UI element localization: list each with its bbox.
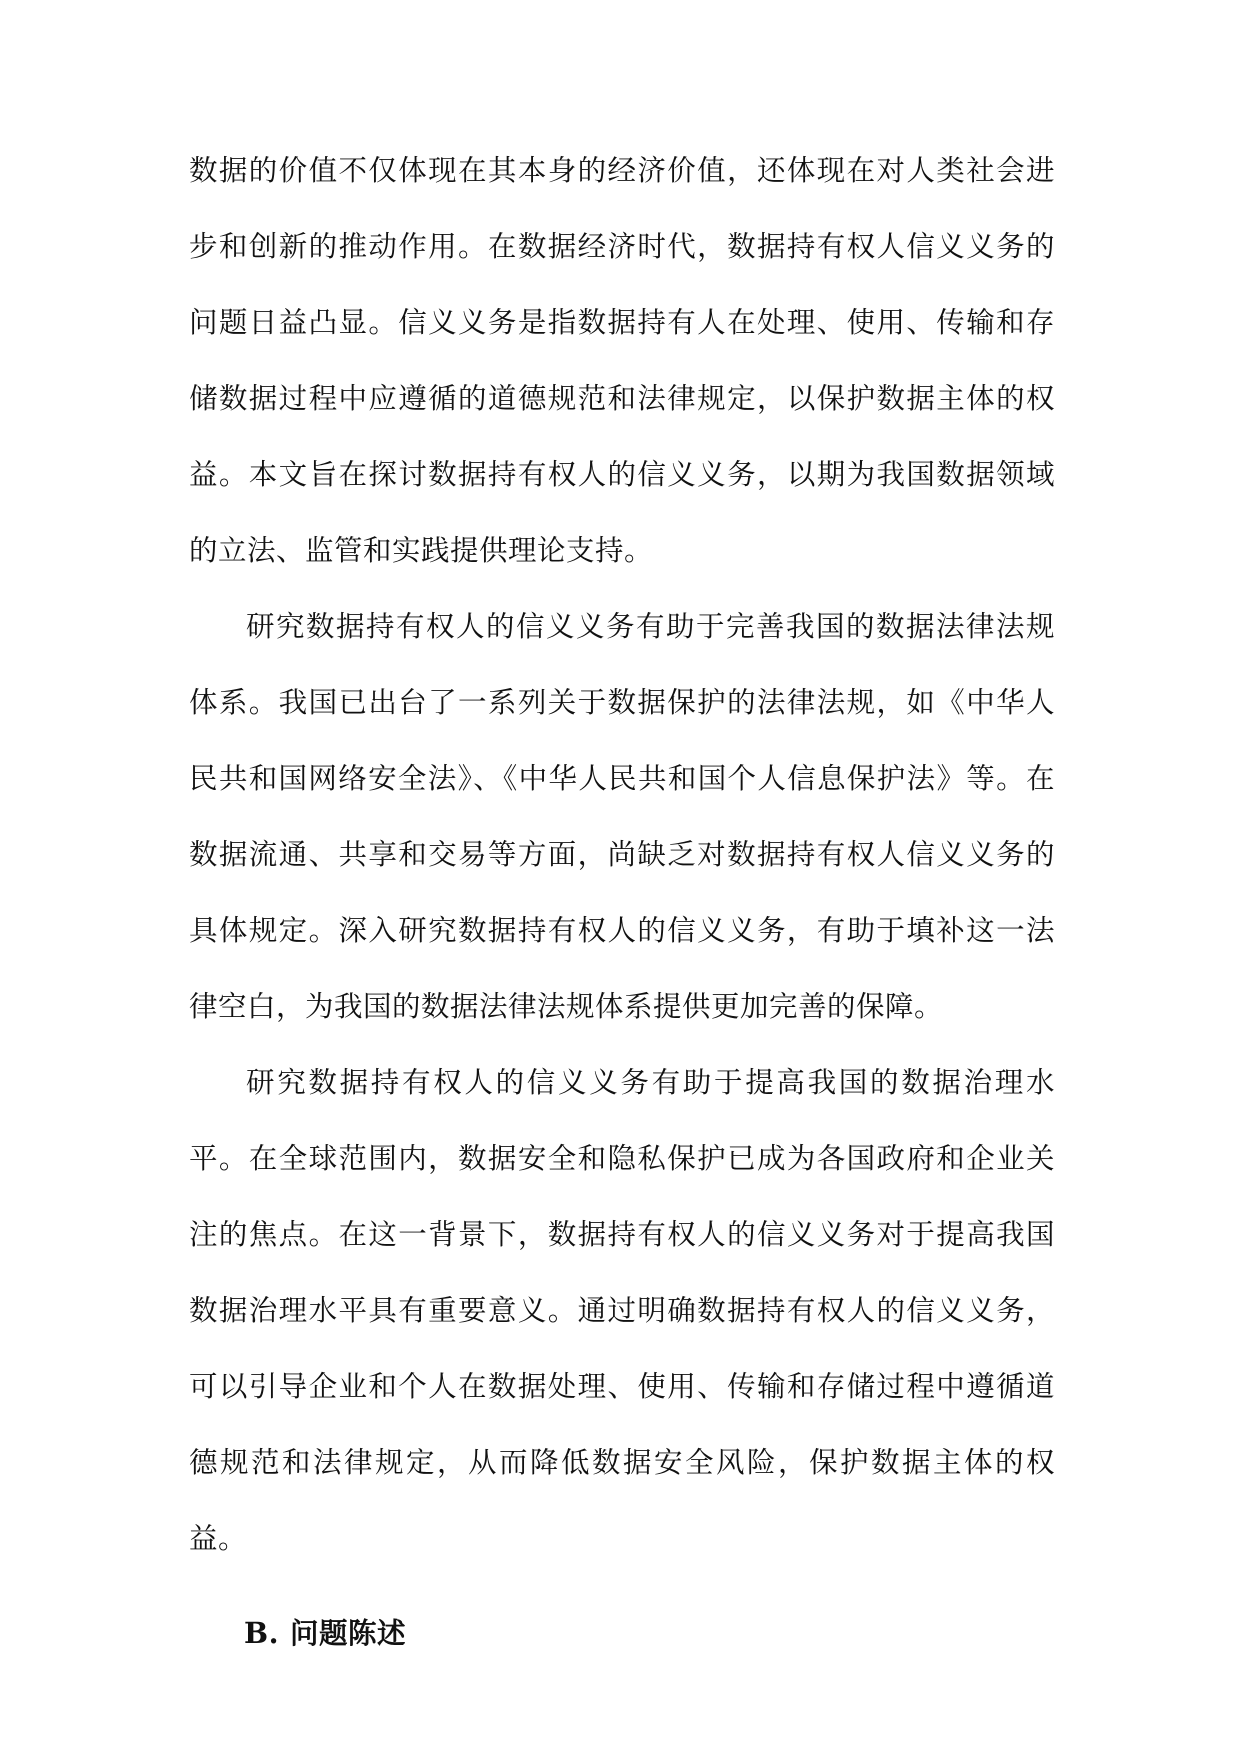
document-body — [189, 133, 1055, 1671]
paragraph-intro: 数据的价值不仅体现在其本身的经济价值，还体现在对人类社会进步和创新的推动作用。在数据经济时代，数据持有权人信义义务的问题日益凸显。信义义务是指数据持有人在处理、使用、传输和存储数据过程中应遵循的道德规范和法律规定，以保护数据主体的权益。本文旨在探讨数据持有权人的信义义务，以期为我国数据领域的立法、监管和实践提供理论支持。 — [189, 154, 1055, 567]
section-heading-title: 问题陈述 — [290, 1616, 407, 1650]
paragraph-legal-system: 研究数据持有权人的信义义务有助于完善我国的数据法律法规体系。我国已出台了一系列关于数据保护的法律法规，如《中华人民共和国网络安全法》、《中华人民共和国个人信息保护法》等。在数据流通、共享和交易等方面，尚缺乏对数据持有权人信义义务的具体规定。深入研究数据持有权人的信义义务，有助于填补这一法律空白，为我国的数据法律法规体系提供更加完善的保障。 — [189, 610, 1055, 1023]
section-heading-label: B. — [244, 1616, 280, 1650]
paragraph-data-governance: 研究数据持有权人的信义义务有助于提高我国的数据治理水平。在全球范围内，数据安全和隐私保护已成为各国政府和企业关注的焦点。在这一背景下，数据持有权人的信义义务对于提高我国数据治理水平具有重要意义。通过明确数据持有权人的信义义务，可以引导企业和个人在数据处理、使用、传输和存储过程中遵循道德规范和法律规定，从而降低数据安全风险，保护数据主体的权益。 — [189, 1066, 1055, 1555]
section-heading — [189, 1595, 1055, 1671]
